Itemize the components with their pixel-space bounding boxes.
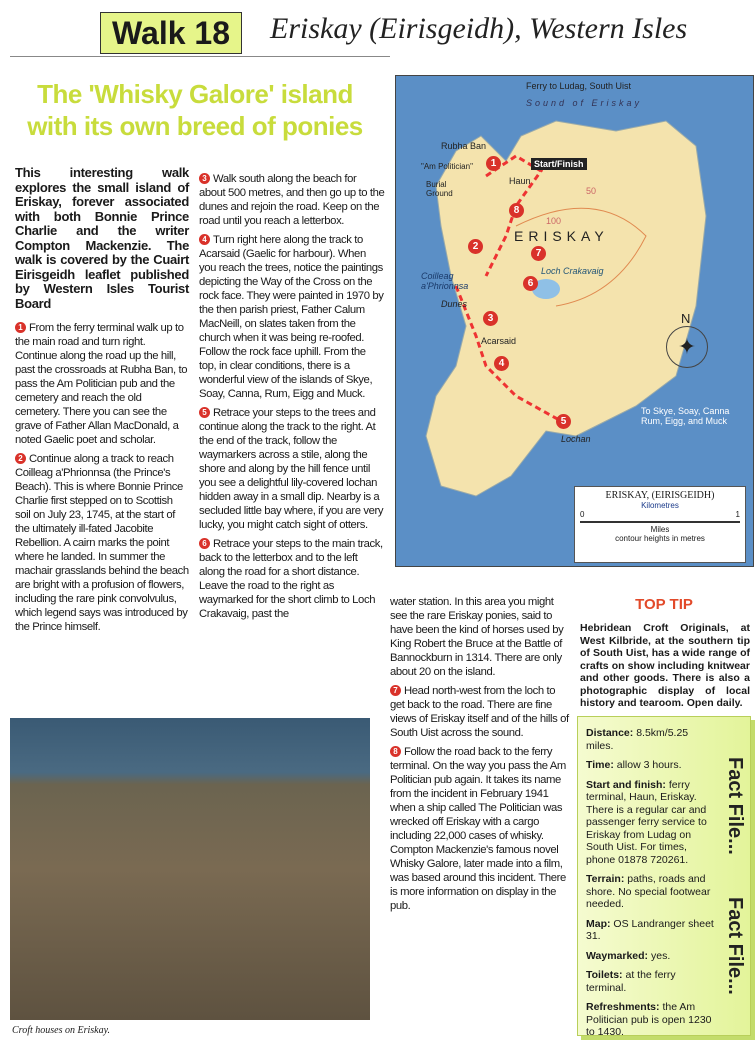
fact-key: Refreshments:	[586, 1001, 660, 1013]
step-2	[15, 452, 189, 634]
step-text: Walk south along the beach for about 500 metres, and then go up to the dunes and rejoin the road. Keep on the road until you reach a letterbox.	[199, 173, 385, 227]
route-marker-5: 5	[556, 414, 571, 429]
page-title: Eriskay (Eirisgeidh), Western Isles	[270, 12, 688, 45]
step-text: Follow the road back to the ferry terminal. On the way you pass the Am Politician pub again. It takes its name from the incident in February 1941 when a ship called The Politician was wrecked off Eriskay with a cargo including 22,000 cases of whisky. Compton Mackenzie's famous novel Whisky Galore, later made into a film, was based around this incident. There is more information on display in the pub.	[390, 746, 566, 912]
fact-item	[586, 1001, 716, 1039]
route-marker-7: 7	[531, 246, 546, 261]
scale-0: 0	[580, 510, 585, 519]
route-marker-8: 8	[509, 203, 524, 218]
ferry-label: Ferry to Ludag, South Uist	[526, 81, 632, 91]
column-3	[390, 595, 572, 918]
rubha-label: Rubha Ban	[441, 141, 487, 151]
step-marker: 7	[390, 685, 401, 696]
top-tip-heading: TOP TIP	[635, 596, 693, 613]
fact-key: Map:	[586, 917, 611, 930]
step-7	[390, 684, 572, 740]
km-label: Kilometres	[641, 501, 679, 510]
fact-value: at the ferry terminal.	[586, 969, 676, 994]
contour-50: 50	[586, 186, 597, 196]
step-marker: 1	[15, 322, 26, 333]
step-8	[390, 745, 572, 913]
fact-item	[586, 969, 716, 994]
fact-key: Toilets:	[586, 969, 623, 981]
step-1	[15, 321, 189, 447]
scale-1: 1	[735, 510, 740, 519]
intro: This interesting walk explores the small island of Eriskay, forever associated with both Bonnie Prince Charlie and the writer Compton Mackenzie. The walk is covered by the Cuairt Eirisgeidh leaflet published by Western Isles Tourist Board	[15, 165, 189, 311]
step-marker: 8	[390, 746, 401, 757]
step-text: Retrace your steps to the main track, back to the letterbox and to the left along the road for a short distance. Leave the road to the right as waymarked for the short climb to Loch Crakavaig, past the	[199, 538, 383, 620]
step-3	[199, 172, 385, 228]
fact-file-label: Fact File...	[724, 757, 746, 855]
acarsaid-label: Acarsaid	[481, 336, 517, 346]
top-tip-text: Hebridean Croft Originals, at West Kilbride, at the southern tip of South Uist, has a wide range of crafts on show including knitwear and other goods. There is also a photographic display of local history and tearoom. Open daily.	[580, 622, 750, 709]
route-marker-3: 3	[483, 311, 498, 326]
fact-value: the Am Politician pub is open 1230 to 1430.	[586, 1001, 712, 1038]
step-5	[199, 406, 385, 532]
contour-100: 100	[546, 216, 562, 226]
headline: The 'Whisky Galore' island with its own breed of ponies	[27, 79, 363, 141]
fact-item	[586, 727, 716, 752]
route-map	[395, 75, 754, 567]
column-2	[199, 172, 385, 626]
step-text: Turn right here along the track to Acarsaid (Gaelic for harbour). When you reach the trees, notice the paintings depicting the Way of the Cross on the rock face. They were painted in 1970 by the then parish priest, Father Calum MacNeill, on slates taken from the church when it was being re-roofed. Follow the rock face uphill. From the top, in clear conditions, there is a wonderful view of the islands of Skye, Soay, Canna, Rum, Eigg and Muck.	[199, 234, 384, 400]
fact-item	[586, 950, 716, 963]
divider	[10, 56, 390, 57]
fact-key: Terrain:	[586, 873, 625, 885]
scale-km	[575, 510, 745, 519]
step-text: From the ferry terminal walk up to the main road and turn right. Continue along the road up the hill, past the crossroads at Rubha Ban, to pass the Am Politician pub and the cemetery and reach the old cemetery. There you can see the grave of Father Allan MacDonald, a noted Gaelic poet and scholar.	[15, 322, 188, 446]
step-marker: 2	[15, 453, 26, 464]
fact-key: Start and finish:	[586, 778, 666, 791]
lochan-label: Lochan	[561, 434, 591, 444]
step-text: Retrace your steps to the trees and continue along the track to the right. At the end of the track, follow the waymarkers across a stile, along the shore and along by the hill fence until you see a delightful lily-covered lochan hidden away in a small dip. Nearby is a secluded little bay where, if you are very lucky, you might catch sight of otters.	[199, 407, 384, 531]
burial-label: Burial Ground	[426, 180, 453, 198]
walk-number: Walk 18	[100, 12, 242, 54]
fact-item	[586, 759, 716, 772]
destinations-label: To Skye, Soay, Canna Rum, Eigg, and Muck	[641, 406, 730, 426]
fact-file	[577, 716, 751, 1036]
fact-item	[586, 918, 716, 943]
map-key	[574, 486, 746, 563]
photo-caption: Croft houses on Eriskay.	[12, 1025, 110, 1036]
route-marker-2: 2	[468, 239, 483, 254]
fact-value: yes.	[650, 949, 671, 962]
sound-label: Sound of Eriskay	[526, 98, 643, 108]
route-marker-1: 1	[486, 156, 501, 171]
fact-file-label: Fact File...	[724, 897, 746, 995]
compass-icon: ✦	[666, 326, 708, 368]
step-text: Head north-west from the loch to get back to the road. There are fine views of Eriskay itself and of the hills of South Uist across the sound.	[390, 685, 569, 739]
loch-label: Loch Crakavaig	[541, 266, 604, 276]
route-marker-6: 6	[523, 276, 538, 291]
compass-north: N	[681, 311, 691, 326]
step-marker: 5	[199, 407, 210, 418]
fact-value: 8.5km/5.25 miles.	[586, 727, 689, 752]
fact-value: allow 3 hours.	[616, 759, 682, 771]
route-marker-4: 4	[494, 356, 509, 371]
step-6-continued: water station. In this area you might see the rare Eriskay ponies, said to have been the kind of horses used by King Robert the Bruce at the Battle of Bannockburn in 1314. There are only about 20 on the island.	[390, 596, 564, 678]
pub-label: "Am Politician"	[421, 162, 473, 171]
fact-items	[586, 727, 716, 1042]
island-label: ERISKAY	[514, 228, 609, 244]
fact-value: OS Landranger sheet 31.	[586, 917, 714, 942]
dunes-label: Dunes	[441, 299, 468, 309]
fact-value: ferry terminal, Haun, Eriskay. There is a regular car and passenger ferry service to Eriskay from Ludag on South Uist. For times, phone 01878 720261.	[586, 778, 707, 866]
step-marker: 6	[199, 538, 210, 549]
fact-key: Time:	[586, 759, 614, 771]
column-1	[15, 166, 189, 639]
step-text: Continue along a track to reach Coilleag a'Phrionnsa (the Prince's Beach). This is where Bonnie Prince Charlie first stepped on to Scottish soil on July 23, 1745, at the start of the ultimately ill-fated Jacobite Rebellion. A cairn marks the point where he landed. In summer the machair grasslands behind the beach are bright with a profusion of flowers, including the rare pink convolvulus, which legend says was introduced by the Prince himself.	[15, 453, 189, 633]
fact-item	[586, 779, 716, 867]
step-4	[199, 233, 385, 401]
fact-key: Distance:	[586, 727, 634, 739]
start-finish-label: Start/Finish	[531, 158, 587, 170]
key-title: ERISKAY, (EIRISGEIDH)	[605, 490, 715, 501]
step-6	[199, 537, 385, 621]
croft-houses-photo	[10, 718, 370, 1020]
contour-note: contour heights in metres	[615, 534, 705, 543]
fact-key: Waymarked:	[586, 949, 649, 962]
miles-label: Miles	[650, 525, 670, 534]
fact-value: paths, roads and shore. No special footwear needed.	[586, 873, 711, 910]
step-marker: 3	[199, 173, 210, 184]
fact-item	[586, 873, 716, 911]
scale-bar	[580, 521, 740, 523]
beach-label: Coilleag a'Phrionnsa	[421, 271, 469, 291]
step-marker: 4	[199, 234, 210, 245]
haun-label: Haun	[509, 176, 531, 186]
